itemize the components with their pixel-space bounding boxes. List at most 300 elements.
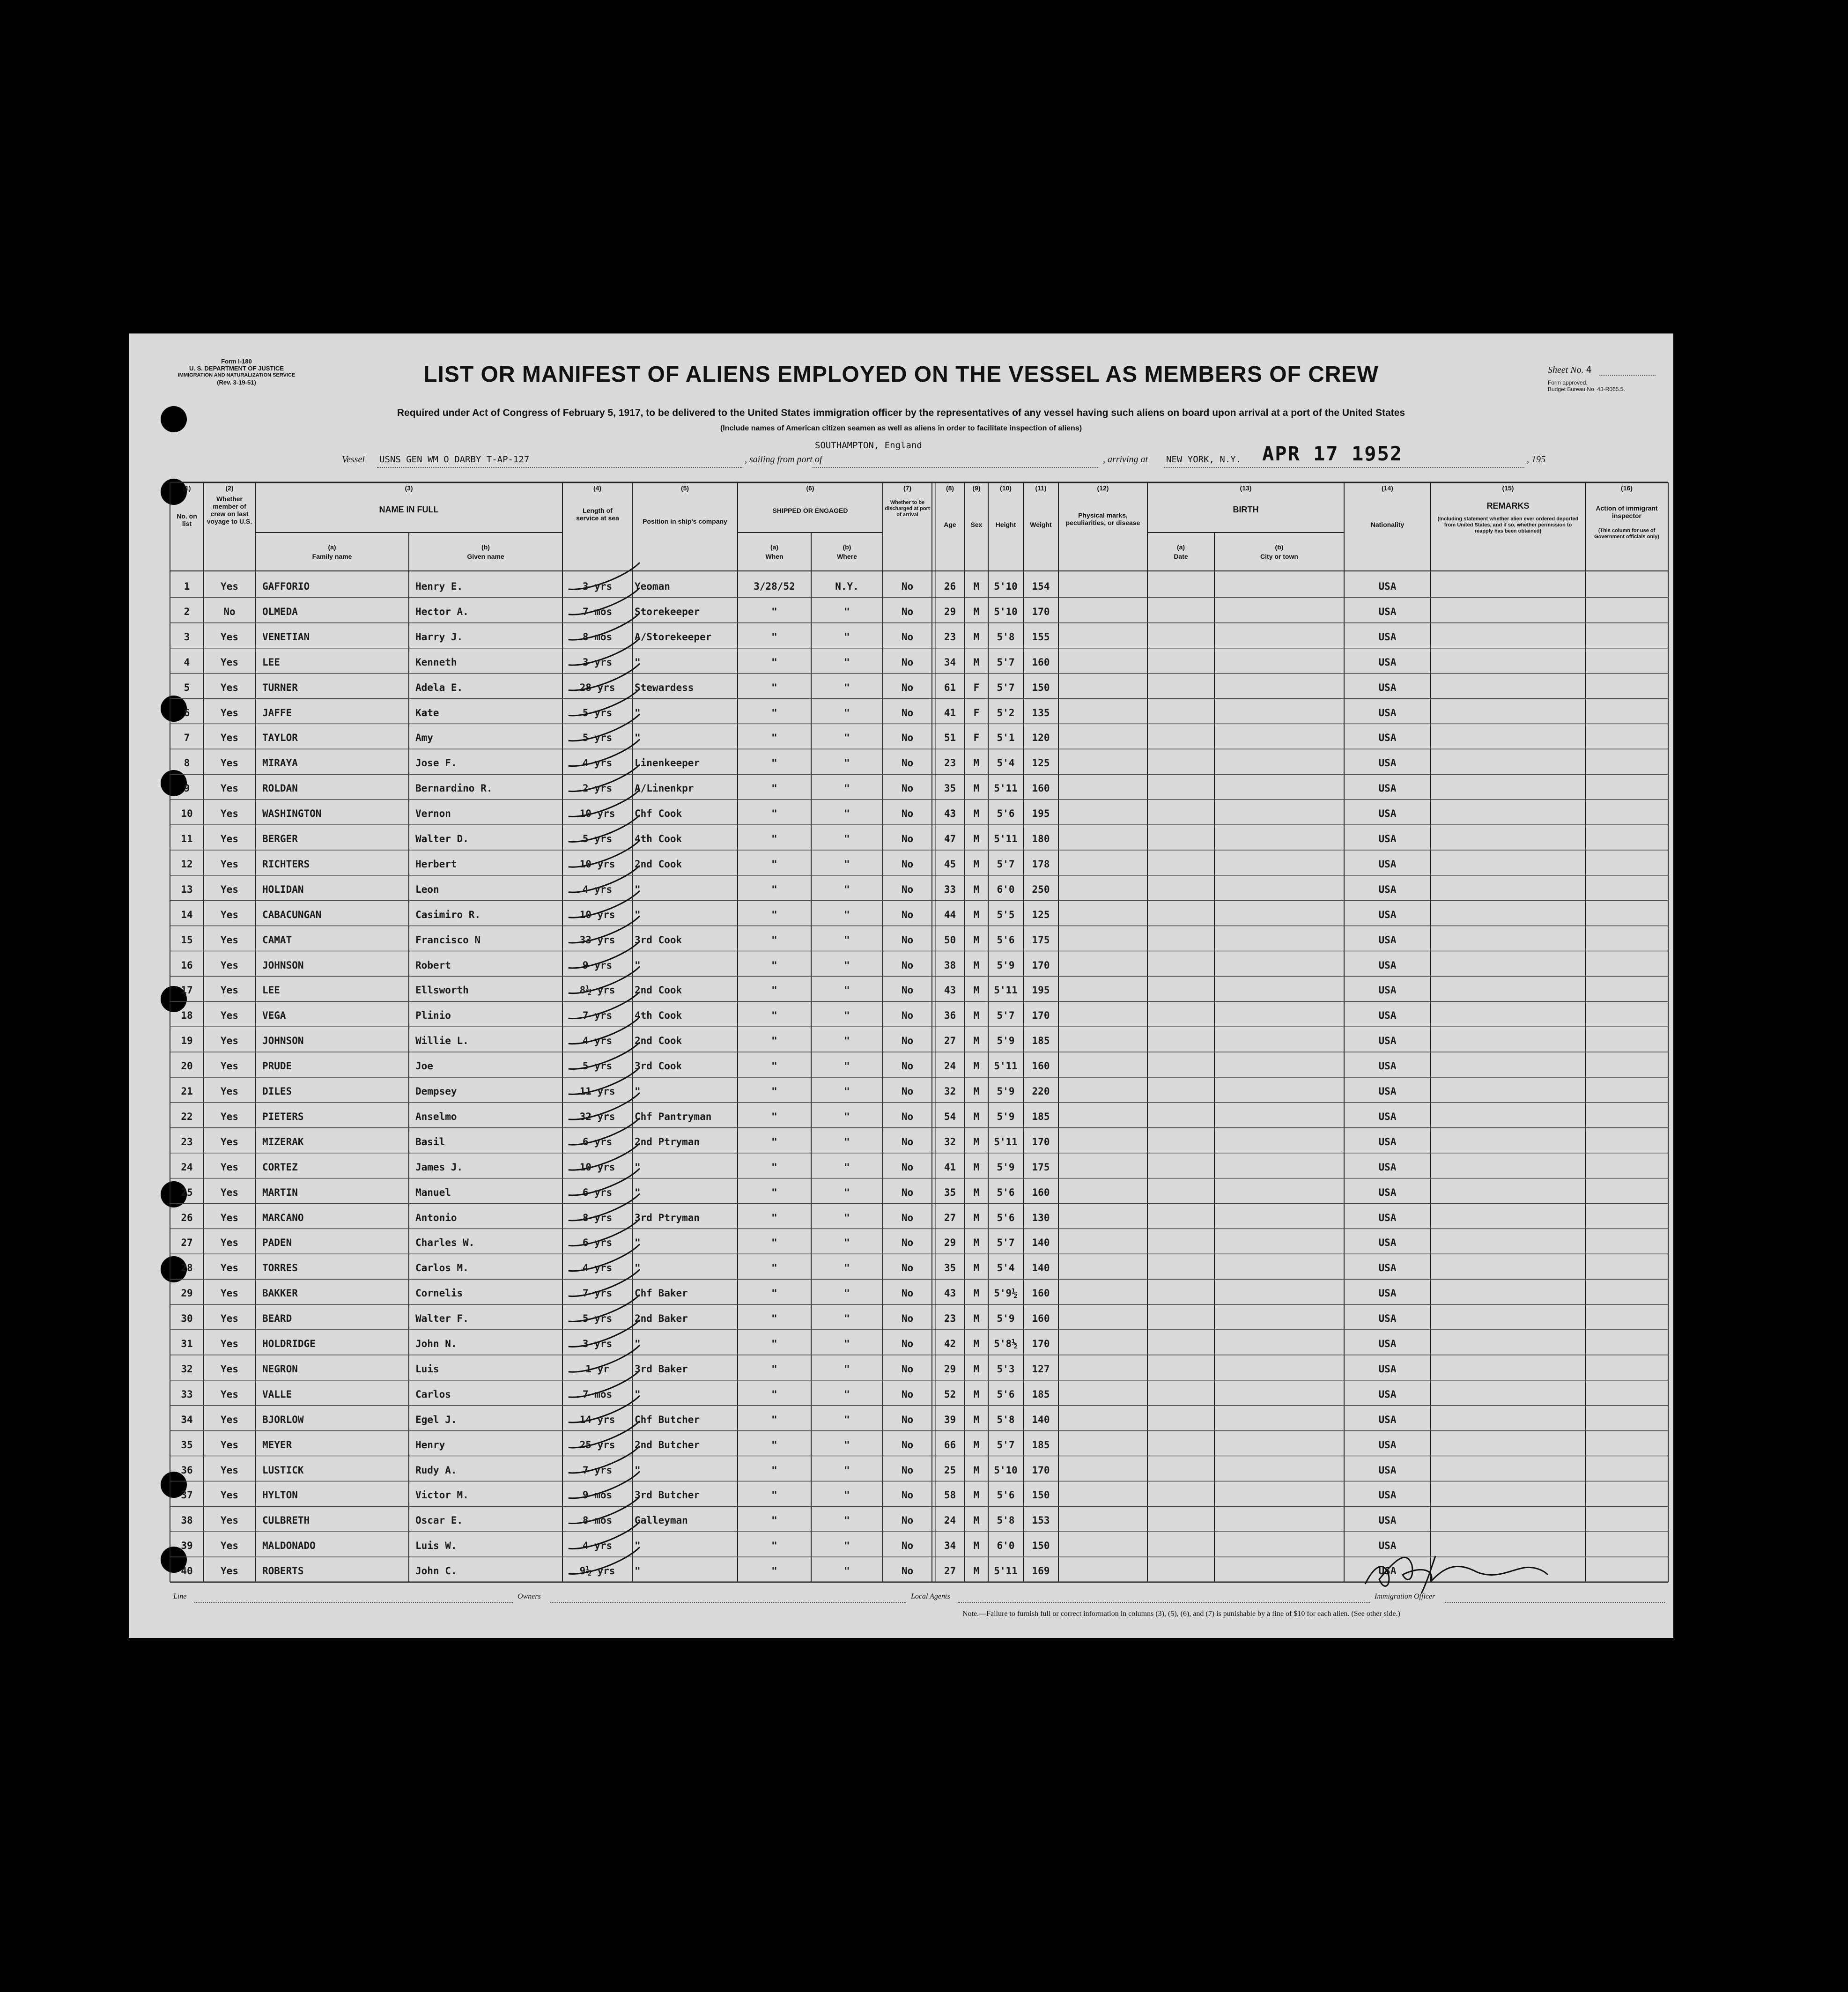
cell-sex: M [973, 1489, 980, 1501]
cell-discharge: No [901, 1489, 914, 1501]
cell-nationality: USA [1378, 808, 1397, 820]
cell-age: 43 [944, 808, 956, 820]
cell-height: 5'9 [997, 1035, 1015, 1047]
cell-prev: Yes [221, 1489, 238, 1501]
cell-no: 31 [181, 1338, 193, 1349]
col-3b-letter: (b) [481, 543, 490, 551]
cell-height: 5'7 [997, 1439, 1015, 1451]
cell-family: CULBRETH [262, 1515, 310, 1526]
col-11-header: Weight [1030, 521, 1052, 528]
cell-when: " [771, 1111, 777, 1122]
cell-when: " [771, 681, 777, 693]
cell-no: 23 [181, 1136, 193, 1148]
cell-nationality: USA [1378, 1313, 1397, 1325]
cell-prev: Yes [221, 681, 238, 693]
cell-where: " [844, 1414, 850, 1425]
cell-service: 7 yrs [582, 1288, 613, 1299]
cell-height: 5'7 [997, 858, 1015, 870]
cell-where: " [844, 1060, 850, 1072]
cell-height: 5'9 [997, 1161, 1015, 1173]
cell-sex: M [973, 1262, 980, 1274]
cell-position: Galleyman [635, 1515, 688, 1526]
cell-where: " [844, 656, 850, 668]
cell-age: 29 [944, 1237, 956, 1249]
cell-height: 5'7 [997, 681, 1015, 693]
cell-discharge: No [901, 959, 914, 971]
cell-sex: M [973, 1237, 980, 1249]
col-8-header: Age [944, 521, 956, 528]
col-6-header: SHIPPED OR ENGAGED [772, 507, 848, 514]
cell-age: 29 [944, 606, 956, 617]
cell-no: 30 [181, 1313, 193, 1325]
cell-position: 2nd Cook [635, 858, 682, 870]
col-13a-header: Date [1174, 553, 1188, 560]
cell-height: 5'9 [997, 1313, 1015, 1325]
cell-age: 34 [944, 656, 956, 668]
cell-nationality: USA [1378, 656, 1397, 668]
col-13-number: (13) [1240, 484, 1252, 492]
col-14-number: (14) [1382, 484, 1393, 492]
cell-weight: 155 [1032, 631, 1050, 643]
cell-discharge: No [901, 1313, 914, 1325]
cell-given: Amy [415, 732, 433, 744]
cell-prev: Yes [221, 1212, 238, 1223]
cell-discharge: No [901, 1136, 914, 1148]
cell-where: " [844, 909, 850, 920]
cell-where: " [844, 1111, 850, 1122]
cell-where: " [844, 883, 850, 895]
cell-family: PRUDE [262, 1060, 292, 1072]
cell-given: Plinio [415, 1010, 451, 1022]
cell-nationality: USA [1378, 833, 1397, 844]
cell-prev: Yes [221, 808, 238, 820]
cell-family: JAFFE [262, 707, 292, 718]
officer-signature [1356, 1547, 1552, 1598]
cell-service: 6 yrs [582, 1136, 613, 1148]
col-10-header: Height [995, 521, 1016, 528]
cell-when: " [771, 1262, 777, 1274]
cell-age: 43 [944, 1288, 956, 1299]
cell-sex: M [973, 1010, 980, 1022]
cell-height: 5'10 [994, 581, 1018, 592]
cell-position: 3rd Cook [635, 1060, 682, 1072]
cell-height: 5'1 [997, 732, 1015, 744]
cell-family: ROBERTS [262, 1565, 304, 1577]
cell-where: " [844, 1136, 850, 1148]
cell-where: " [844, 1439, 850, 1451]
col-11-number: (11) [1035, 484, 1047, 492]
cell-weight: 150 [1032, 1489, 1050, 1501]
cell-position: " [635, 732, 641, 744]
cell-given: Luis [415, 1363, 439, 1375]
cell-position: Chf Butcher [635, 1414, 700, 1425]
cell-weight: 140 [1032, 1237, 1050, 1249]
cell-where: " [844, 681, 850, 693]
cell-given: Anselmo [415, 1111, 457, 1122]
cell-given: Egel J. [415, 1414, 457, 1425]
cell-age: 35 [944, 1262, 956, 1274]
cell-nationality: USA [1378, 681, 1397, 693]
cell-service: 33 yrs [579, 934, 615, 946]
cell-service: 14 yrs [579, 1414, 615, 1425]
cell-discharge: No [901, 1565, 914, 1577]
cell-where: " [844, 1464, 850, 1476]
cell-service: 28 yrs [579, 681, 615, 693]
cell-weight: 125 [1032, 909, 1050, 920]
cell-given: Henry E. [415, 581, 463, 592]
cell-weight: 185 [1032, 1439, 1050, 1451]
cell-sex: M [973, 606, 980, 617]
cell-discharge: No [901, 606, 914, 617]
cell-sex: M [973, 1313, 980, 1325]
cell-position: 3rd Butcher [635, 1489, 700, 1501]
cell-age: 34 [944, 1540, 956, 1552]
cell-service: 10 yrs [579, 858, 615, 870]
cell-height: 5'7 [997, 1237, 1015, 1249]
vessel-name: USNS GEN WM O DARBY T-AP-127 [379, 454, 530, 465]
subtitle-note: (Include names of American citizen seamen as well as aliens in order to facilitate inspection of aliens) [720, 424, 1082, 432]
cell-when: " [771, 1565, 777, 1577]
cell-family: BJORLOW [262, 1414, 304, 1425]
cell-prev: Yes [221, 1363, 238, 1375]
cell-family: BERGER [262, 833, 298, 844]
footer-owners-label: Owners [517, 1592, 541, 1600]
cell-family: HOLDRIDGE [262, 1338, 316, 1349]
cell-nationality: USA [1378, 909, 1397, 920]
cell-nationality: USA [1378, 1489, 1397, 1501]
cell-discharge: No [901, 1540, 914, 1552]
cell-position: " [635, 1086, 641, 1097]
cell-discharge: No [901, 631, 914, 643]
cell-given: Oscar E. [415, 1515, 463, 1526]
cell-sex: M [973, 934, 980, 946]
cell-position: " [635, 1388, 641, 1400]
cell-no: 17 [181, 985, 193, 996]
cell-discharge: No [901, 1388, 914, 1400]
approval-line: Form approved. [1548, 379, 1588, 386]
cell-no: 27 [181, 1237, 193, 1249]
cell-when: " [771, 656, 777, 668]
cell-prev: Yes [221, 1313, 238, 1325]
cell-prev: Yes [221, 934, 238, 946]
cell-family: NEGRON [262, 1363, 298, 1375]
cell-nationality: USA [1378, 883, 1397, 895]
budget-bureau: Budget Bureau No. 43-R065.5. [1548, 386, 1625, 392]
cell-where: " [844, 732, 850, 744]
cell-sex: M [973, 1186, 980, 1198]
cell-age: 44 [944, 909, 956, 920]
cell-given: Herbert [415, 858, 457, 870]
cell-no: 3 [184, 631, 190, 643]
cell-service: 9 yrs [582, 959, 613, 971]
col-3a-header: Family name [312, 553, 352, 560]
cell-sex: M [973, 1035, 980, 1047]
cell-when: " [771, 783, 777, 794]
cell-nationality: USA [1378, 1086, 1397, 1097]
cell-weight: 154 [1032, 581, 1050, 592]
cell-when: " [771, 732, 777, 744]
cell-prev: Yes [221, 959, 238, 971]
cell-when: " [771, 1060, 777, 1072]
cell-no: 13 [181, 883, 193, 895]
cell-age: 35 [944, 783, 956, 794]
cell-age: 25 [944, 1464, 956, 1476]
cell-height: 5'6 [997, 1212, 1015, 1223]
cell-age: 32 [944, 1086, 956, 1097]
cell-when: " [771, 934, 777, 946]
cell-service: 4 yrs [582, 1035, 613, 1047]
cell-weight: 170 [1032, 959, 1050, 971]
cell-discharge: No [901, 1464, 914, 1476]
cell-sex: M [973, 985, 980, 996]
cell-height: 6'0 [997, 883, 1015, 895]
cell-sex: M [973, 581, 980, 592]
cell-height: 5'6 [997, 1388, 1015, 1400]
cell-prev: Yes [221, 1414, 238, 1425]
cell-family: JOHNSON [262, 1035, 304, 1047]
cell-no: 33 [181, 1388, 193, 1400]
cell-sex: M [973, 1212, 980, 1223]
cell-family: CORTEZ [262, 1161, 298, 1173]
cell-height: 5'10 [994, 606, 1018, 617]
cell-no: 32 [181, 1363, 193, 1375]
cell-family: VALLE [262, 1388, 292, 1400]
footer-officer-label: Immigration Officer [1375, 1592, 1435, 1600]
cell-height: 5'5 [997, 909, 1015, 920]
cell-family: HOLIDAN [262, 883, 304, 895]
cell-age: 51 [944, 732, 956, 744]
cell-sex: M [973, 1111, 980, 1122]
cell-sex: M [973, 883, 980, 895]
cell-weight: 160 [1032, 1313, 1050, 1325]
revision: (Rev. 3-19-51) [217, 379, 256, 386]
cell-service: 10 yrs [579, 808, 615, 820]
cell-nationality: USA [1378, 1414, 1397, 1425]
cell-family: OLMEDA [262, 606, 298, 617]
cell-where: " [844, 959, 850, 971]
cell-family: MARCANO [262, 1212, 304, 1223]
cell-when: " [771, 1313, 777, 1325]
cell-weight: 170 [1032, 1464, 1050, 1476]
col-9-header: Sex [970, 521, 983, 528]
cell-prev: Yes [221, 1262, 238, 1274]
cell-height: 5'8 [997, 631, 1015, 643]
cell-given: Antonio [415, 1212, 457, 1223]
cell-where: " [844, 1363, 850, 1375]
cell-no: 6 [184, 707, 190, 718]
subtitle: Required under Act of Congress of February 5, 1917, to be delivered to the United States immigration officer by the representatives of any vessel having such aliens on board upon arrival at a port of the United States [397, 407, 1405, 418]
cell-given: Carlos [415, 1388, 451, 1400]
cell-service: 4 yrs [582, 1540, 613, 1552]
cell-family: PIETERS [262, 1111, 304, 1122]
cell-when: " [771, 1338, 777, 1349]
cell-age: 33 [944, 883, 956, 895]
sheet-value: 4 [1586, 364, 1592, 375]
cell-service: 4 yrs [582, 757, 613, 769]
cell-prev: Yes [221, 985, 238, 996]
cell-weight: 180 [1032, 833, 1050, 844]
cell-when: " [771, 1212, 777, 1223]
cell-sex: M [973, 783, 980, 794]
cell-discharge: No [901, 1262, 914, 1274]
col-9-number: (9) [972, 484, 981, 492]
cell-position: " [635, 1186, 641, 1198]
cell-given: Walter F. [415, 1313, 469, 1325]
cell-nationality: USA [1378, 1464, 1397, 1476]
cell-prev: Yes [221, 1288, 238, 1299]
cell-sex: M [973, 1439, 980, 1451]
col-2-header: Whether member of crew on last voyage to U.S. [207, 495, 252, 525]
cell-when: " [771, 1515, 777, 1526]
vessel-label: Vessel [342, 454, 365, 465]
cell-nationality: USA [1378, 757, 1397, 769]
cell-sex: M [973, 656, 980, 668]
cell-height: 5'11 [994, 833, 1018, 844]
cell-discharge: No [901, 1363, 914, 1375]
col-5-number: (5) [680, 484, 689, 492]
cell-where: N.Y. [835, 581, 859, 592]
cell-prev: Yes [221, 1035, 238, 1047]
cell-sex: M [973, 1086, 980, 1097]
cell-height: 5'9 [997, 1086, 1015, 1097]
cell-no: 15 [181, 934, 193, 946]
cell-where: " [844, 1161, 850, 1173]
cell-position: Yeoman [635, 581, 670, 592]
cell-discharge: No [901, 783, 914, 794]
cell-position: " [635, 1338, 641, 1349]
cell-age: 61 [944, 681, 956, 693]
col-5-header: Position in ship's company [643, 518, 727, 525]
cell-where: " [844, 1515, 850, 1526]
cell-family: MIRAYA [262, 757, 298, 769]
cell-weight: 160 [1032, 1186, 1050, 1198]
cell-when: " [771, 1288, 777, 1299]
cell-weight: 160 [1032, 656, 1050, 668]
cell-prev: Yes [221, 1439, 238, 1451]
cell-nationality: USA [1378, 1338, 1397, 1349]
cell-nationality: USA [1378, 1237, 1397, 1249]
cell-discharge: No [901, 1439, 914, 1451]
cell-prev: Yes [221, 581, 238, 592]
cell-no: 35 [181, 1439, 193, 1451]
col-1-header: No. on list [177, 512, 197, 527]
cell-nationality: USA [1378, 1565, 1397, 1577]
cell-position: " [635, 1464, 641, 1476]
cell-where: " [844, 833, 850, 844]
cell-where: " [844, 757, 850, 769]
cell-age: 23 [944, 757, 956, 769]
cell-position: 2nd Cook [635, 985, 682, 996]
cell-weight: 175 [1032, 1161, 1050, 1173]
cell-age: 36 [944, 1010, 956, 1022]
cell-no: 12 [181, 858, 193, 870]
cell-height: 6'0 [997, 1540, 1015, 1552]
cell-age: 27 [944, 1565, 956, 1577]
cell-height: 5'11 [994, 783, 1018, 794]
cell-when: " [771, 1086, 777, 1097]
cell-weight: 185 [1032, 1035, 1050, 1047]
cell-discharge: No [901, 808, 914, 820]
cell-height: 5'6 [997, 1186, 1015, 1198]
cell-prev: Yes [221, 1060, 238, 1072]
cell-nationality: USA [1378, 959, 1397, 971]
cell-when: " [771, 1388, 777, 1400]
cell-service: 11 yrs [579, 1086, 615, 1097]
cell-service: 10 yrs [579, 1161, 615, 1173]
cell-when: " [771, 1237, 777, 1249]
cell-where: " [844, 1489, 850, 1501]
cell-weight: 178 [1032, 858, 1050, 870]
cell-prev: Yes [221, 858, 238, 870]
cell-nationality: USA [1378, 732, 1397, 744]
col-7-header: Whether to be discharged at port of arrival [885, 500, 930, 518]
cell-when: " [771, 707, 777, 718]
form-approval [1548, 379, 1625, 392]
cell-weight: 130 [1032, 1212, 1050, 1223]
cell-position: " [635, 656, 641, 668]
cell-discharge: No [901, 858, 914, 870]
col-3a-letter: (a) [328, 543, 336, 551]
cell-prev: Yes [221, 631, 238, 643]
cell-age: 47 [944, 833, 956, 844]
cell-weight: 140 [1032, 1414, 1050, 1425]
cell-weight: 170 [1032, 1136, 1050, 1148]
cell-when: " [771, 883, 777, 895]
cell-nationality: USA [1378, 1161, 1397, 1173]
cell-nationality: USA [1378, 1212, 1397, 1223]
cell-service: 8 mos [582, 631, 613, 643]
cell-weight: 195 [1032, 985, 1050, 996]
cell-no: 24 [181, 1161, 193, 1173]
cell-sex: M [973, 1161, 980, 1173]
cell-nationality: USA [1378, 631, 1397, 643]
cell-no: 36 [181, 1464, 193, 1476]
col-15-header: REMARKS [1486, 501, 1530, 511]
cell-weight: 125 [1032, 757, 1050, 769]
cell-given: James J. [415, 1161, 463, 1173]
cell-position: " [635, 959, 641, 971]
cell-nationality: USA [1378, 1035, 1397, 1047]
cell-family: WASHINGTON [262, 808, 322, 820]
cell-given: Rudy A. [415, 1464, 457, 1476]
cell-nationality: USA [1378, 581, 1397, 592]
cell-weight: 127 [1032, 1363, 1050, 1375]
cell-service: 5 yrs [582, 1060, 613, 1072]
cell-service: 6 yrs [582, 1186, 613, 1198]
cell-where: " [844, 1237, 850, 1249]
cell-family: CAMAT [262, 934, 292, 946]
cell-family: JOHNSON [262, 959, 304, 971]
punch-hole [161, 479, 187, 505]
cell-weight: 140 [1032, 1262, 1050, 1274]
cell-sex: M [973, 1414, 980, 1425]
cell-sex: M [973, 631, 980, 643]
cell-when: " [771, 1540, 777, 1552]
col-6b-header: Where [837, 553, 857, 560]
cell-family: RICHTERS [262, 858, 310, 870]
cell-where: " [844, 783, 850, 794]
cell-sex: M [973, 1388, 980, 1400]
cell-given: Adela E. [415, 681, 463, 693]
cell-age: 42 [944, 1338, 956, 1349]
cell-family: LUSTICK [262, 1464, 304, 1476]
cell-when: " [771, 985, 777, 996]
cell-sex: M [973, 858, 980, 870]
col-13a-letter: (a) [1176, 543, 1185, 551]
cell-no: 1 [184, 581, 190, 592]
cell-prev: Yes [221, 1161, 238, 1173]
cell-no: 19 [181, 1035, 193, 1047]
